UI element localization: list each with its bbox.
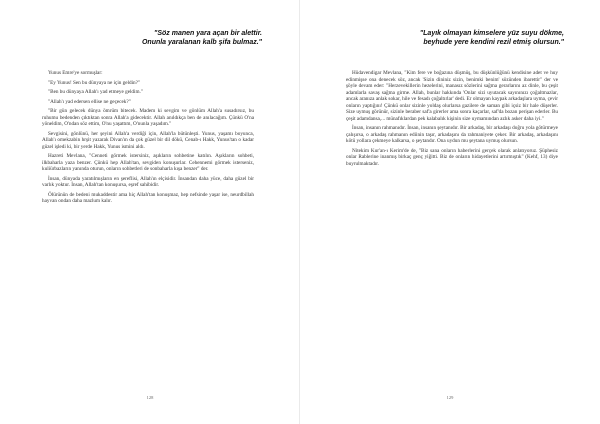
paragraph: "Ey Yunus! Sen bu dünyaya ne için geldin?" [48, 79, 141, 86]
right-body-text [346, 70, 558, 170]
left-epigraph-line-2: Onunla yaralanan kalb şifa bulmaz." [141, 38, 262, 46]
left-epigraph [32, 30, 262, 47]
right-epigraph [392, 30, 564, 47]
paragraph: Ölürünün de bedeni mukaddestir ama hiç Allah'tan konuşmaz, hep nefsinde yaşar ise, neurdbillah hayvan ondan daha mazlum kalır. [42, 191, 254, 204]
paragraph: Sevgisini, gönlünü, her şeyini Allah'a verdiği için, Allah'la bütünleşti. Yunus, yaşamı boyunca, Allah'ı omekzabin hrşit yazarak Divan'ın da çok güzel bir dil dökü, Cenab-ı Hakk, Yunus'tan o kadar güzel işledi ki, bir yerde Hakk, Yunus ismini aldı. [42, 130, 254, 150]
left-body-text [42, 70, 254, 208]
paragraph: "Ben bu dünyaya Allah'ı yad etmeye geldim." [48, 89, 143, 95]
paragraph: Hazreti Mevlana, "Cenneti görmek istersiniz, aşıkların sohbetine katılın. Aşıkların sohbeti, ilkbaharla yaza benzer. Çünkü hep Allah'tan, sevgiden konuşurlar. Cehennemi görmek isterseniz, kuliürbazların yanında oturun, onların sohbetleri de sonbaharla kışa benzer" der. [42, 153, 254, 172]
left-epigraph-line-1: "Söz manen yara açan bir alettir. [154, 30, 262, 37]
paragraph: "Bir gün gelecek dünya ömrüm bitecek. Madem ki sevgim ve gönlüm Allah'a susadırsız, bu ruhumu bedenden çıktıktan sonra Allah'a gidecektir. Allah anıldıkça ben de anılacağım. Çünkü O'na yöneldim, O'ndan söz ettim, O'nu yaşattım, O'nunla yaşadım." [42, 108, 254, 127]
right-page [300, 0, 600, 424]
right-epigraph-line-1: "Layık olmayan kimselere yüz suyu dökme, [419, 30, 564, 37]
paragraph: Nitekim Kur'an-ı Kerim'de de, "Biz sana onların haberlerini gerçek olarak anlatıyoruz. Şüphesiz onlar Rablerine inanmış birkaç genç yiğitti. Biz de onların hidayetlerini artırmıştık" (Kehf, 13) diye buyrulmaktadır. [346, 147, 558, 167]
paragraph: "Allah'ı yad edersen ellise ne geçecek?" [48, 98, 131, 105]
right-page-number: 129 [446, 395, 454, 400]
paragraph: Hüdavendigar Mevlana, "Kim fere ve boğazına düşmüş, bu düşkünlüğünü kendisine adet ve huy edinmişse ona denecek söz, ancak 'Sizin dininiz sizin, benimki benim' sözünden ibarettir" der ve şöyle devam eder: "Herzevekillerin hezelerini, manasız sözlerini sağma gerarlarını az dinle, bu çeşit adamlarla savaş sağma girme. Allah, bunlar hakkında 'Onlar sizi uyutacak sayınınızı çoğaltmazlar, ancak aranıza anlak sokar, hile ve fesadı çoğaltırlar' dedi. Er olmayan kaypak arkadaşlara uyma, çevir onların yaptığını! Çünkü onlar sizinle yoldaş olurlarsa gazilere de saman gibi içsiz bir hale düşerler. Size uymuş görünür, sizinle beraber saf'a girerler ama sonra kaçarlar, saf'da bozan perişan ederler. Bu çeşit adamdansa,... münafıklardan pek kalabalık kişinin size uymamından azlık asker daha iyi." [346, 70, 558, 122]
right-epigraph-line-2: beyhude yere kendini rezil etmiş olursun." [423, 38, 564, 46]
paragraph: İnsan, dünyada yaratılmışların en şereflisi, Allah'ın elçisidir. İnsandan daha yüce, daha güzel bir varlık yoktur. İnsan, Allah'tan konuşursa, eşref sahibidir. [42, 175, 254, 188]
paragraph: İnsan, insanın rahmanıdır. İnsan, insanın şeytanıdır. Bir arkadaş, bir arkadaşı doğru yola götürmeye çalışırsa, o arkadaş rahmanın ediinin taşır, arkadaşını da rahmaniyete çeker. Bir arkadaş, arkadaşını kötü yollara çekmeye kalkarsa, o şeytandır. Ona uydun mu şeytana uymuş olursun. [346, 125, 558, 144]
left-page-number: 128 [146, 395, 154, 400]
paragraph: Yunus Emre'ye sormuşlar: [48, 70, 103, 76]
